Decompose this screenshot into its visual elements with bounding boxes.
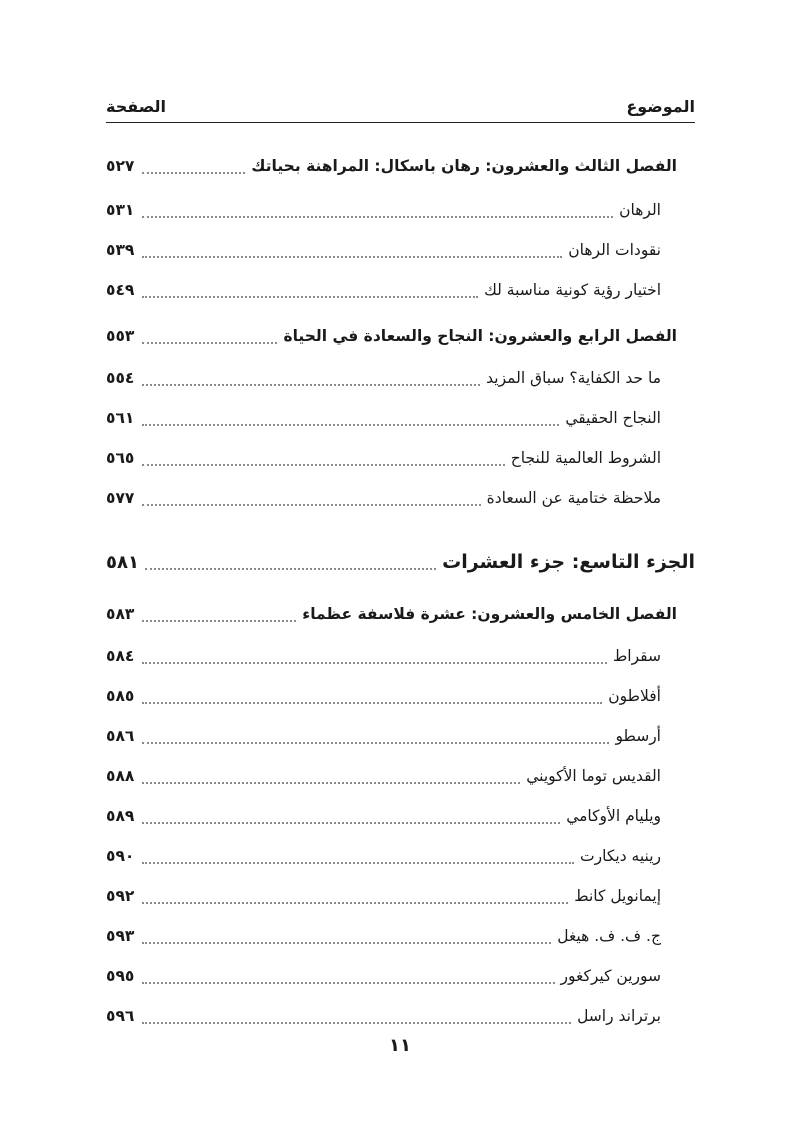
dot-leader — [142, 862, 574, 864]
toc-entry-title: النجاح الحقيقي — [565, 409, 661, 427]
toc-entry-page: ٥٢٧ — [106, 157, 135, 175]
toc-entry-title: أفلاطون — [608, 687, 661, 705]
toc-entry-sub[interactable] — [106, 404, 695, 432]
dot-leader — [142, 172, 245, 174]
toc-entry-page: ٥٨٩ — [106, 807, 135, 825]
toc-entry-sub[interactable] — [106, 196, 695, 224]
toc-entry-title: ج. ف. ف. هيغل — [557, 927, 661, 945]
page-column-label: الصفحة — [106, 96, 167, 116]
toc-entry-page: ٥٩٠ — [106, 847, 135, 865]
toc-entry-title: نقودات الرهان — [568, 241, 661, 259]
toc-entry-title: برتراند راسل — [577, 1007, 661, 1025]
toc-entry-chapter[interactable] — [106, 322, 695, 350]
toc-entry-sub[interactable] — [106, 842, 695, 870]
toc-entry-sub[interactable] — [106, 802, 695, 830]
toc-entry-title: ملاحظة ختامية عن السعادة — [486, 489, 661, 507]
toc-entry-page: ٥٨٨ — [106, 767, 135, 785]
dot-leader — [142, 782, 520, 784]
toc-header — [106, 90, 695, 123]
dot-leader — [142, 424, 559, 426]
toc-entry-page: ٥٤٩ — [106, 281, 135, 299]
dot-leader — [142, 742, 609, 744]
toc-entry-title: الفصل الثالث والعشرون: رهان باسكال: المراهنة بحياتك — [251, 157, 677, 175]
dot-leader — [142, 504, 481, 506]
toc-entry-page: ٥٨٦ — [106, 727, 135, 745]
toc-entry-title: أرسطو — [615, 727, 661, 745]
toc-entry-title: القديس توما الأكويني — [526, 767, 661, 785]
toc-entry-title: ويليام الأوكامي — [566, 807, 661, 825]
toc-entry-page: ٥٥٤ — [106, 369, 135, 387]
toc-entry-part[interactable] — [106, 548, 695, 576]
topic-column-label: الموضوع — [626, 96, 695, 116]
dot-leader — [142, 982, 555, 984]
toc-entry-title: إيمانويل كانط — [574, 887, 661, 905]
toc-entry-sub[interactable] — [106, 722, 695, 750]
toc-entry-title: ما حد الكفاية؟ سباق المزيد — [486, 369, 661, 387]
toc-entry-sub[interactable] — [106, 642, 695, 670]
toc-entry-sub[interactable] — [106, 922, 695, 950]
toc-entry-sub[interactable] — [106, 484, 695, 512]
dot-leader — [142, 216, 613, 218]
toc-entry-sub[interactable] — [106, 962, 695, 990]
toc-entry-title: الرهان — [619, 201, 661, 219]
page-number: ١١ — [389, 1035, 411, 1056]
toc-entry-sub[interactable] — [106, 276, 695, 304]
dot-leader — [142, 662, 607, 664]
toc-entry-title: الفصل الخامس والعشرون: عشرة فلاسفة عظماء — [302, 605, 677, 623]
toc-entry-page: ٥٣٩ — [106, 241, 135, 259]
toc-entry-title: الفصل الرابع والعشرون: النجاح والسعادة في الحياة — [283, 327, 677, 345]
toc-entry-page: ٥٩٢ — [106, 887, 135, 905]
toc-entry-page: ٥٨١ — [106, 551, 139, 573]
dot-leader — [142, 1022, 571, 1024]
dot-leader — [145, 568, 436, 570]
toc-entry-page: ٥٨٣ — [106, 605, 135, 623]
toc-entry-page: ٥٩٦ — [106, 1007, 135, 1025]
toc-entry-sub[interactable] — [106, 682, 695, 710]
toc-entry-sub[interactable] — [106, 762, 695, 790]
toc-entry-sub[interactable] — [106, 236, 695, 264]
dot-leader — [142, 620, 296, 622]
dot-leader — [142, 464, 505, 466]
toc-entry-sub[interactable] — [106, 444, 695, 472]
dot-leader — [142, 296, 478, 298]
toc-entry-page: ٥٣١ — [106, 201, 135, 219]
dot-leader — [142, 256, 562, 258]
toc-entry-title: رينيه ديكارت — [580, 847, 661, 865]
toc-entry-page: ٥٦١ — [106, 409, 135, 427]
toc-entry-page: ٥٨٥ — [106, 687, 135, 705]
toc-entry-page: ٥٩٣ — [106, 927, 135, 945]
dot-leader — [142, 902, 568, 904]
toc-entry-title: اختيار رؤية كونية مناسبة لك — [484, 281, 661, 299]
toc-entry-title: سقراط — [612, 647, 661, 665]
toc-entry-title: سورين كيركغور — [560, 967, 661, 985]
dot-leader — [142, 384, 480, 386]
toc-entry-title: الشروط العالمية للنجاح — [510, 449, 661, 467]
toc-entry-title: الجزء التاسع: جزء العشرات — [442, 551, 695, 573]
toc-entry-page: ٥٦٥ — [106, 449, 135, 467]
toc-entry-chapter[interactable] — [106, 152, 695, 180]
toc-entry-page: ٥٥٣ — [106, 327, 135, 345]
dot-leader — [142, 702, 602, 704]
toc-entry-page: ٥٧٧ — [106, 489, 135, 507]
dot-leader — [142, 822, 560, 824]
toc-entry-chapter[interactable] — [106, 600, 695, 628]
toc-entry-sub[interactable] — [106, 882, 695, 910]
dot-leader — [142, 342, 277, 344]
toc-entry-page: ٥٨٤ — [106, 647, 135, 665]
toc-entry-sub[interactable] — [106, 364, 695, 392]
toc-entry-sub[interactable] — [106, 1002, 695, 1030]
toc-entry-page: ٥٩٥ — [106, 967, 135, 985]
dot-leader — [142, 942, 551, 944]
